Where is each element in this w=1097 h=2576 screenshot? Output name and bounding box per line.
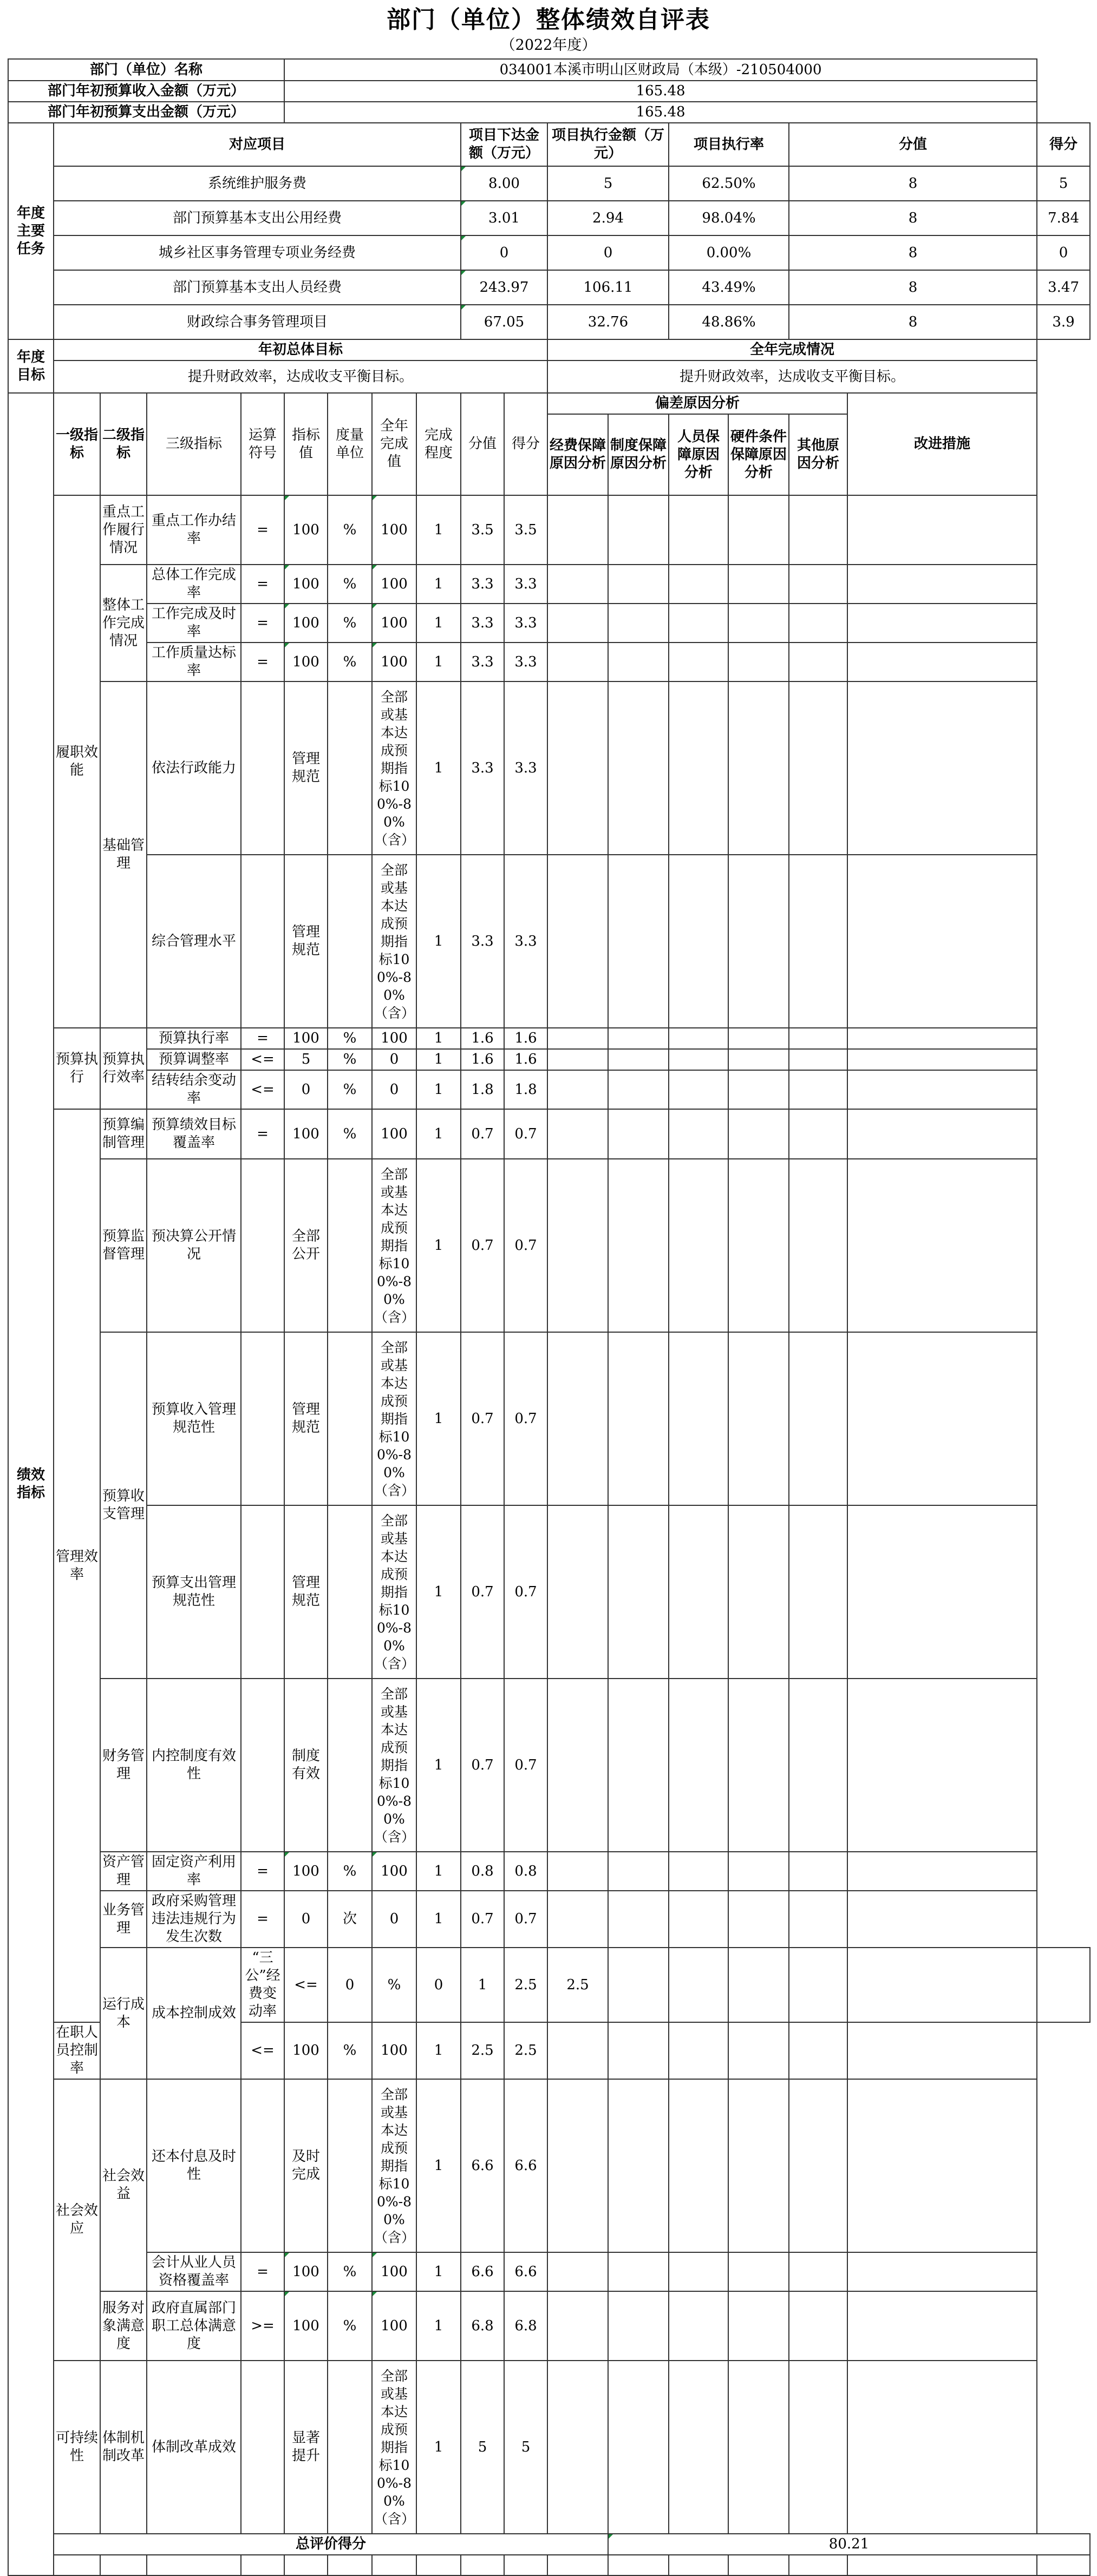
indicator-weight: 0.7 <box>461 1679 504 1852</box>
indicator-target: 管理规范 <box>284 681 328 855</box>
indicator-op: = <box>241 1109 284 1159</box>
indicator-row <box>8 2361 1090 2534</box>
indicator-score: 3.3 <box>504 855 547 1028</box>
indicator-degree: 1 <box>416 1679 461 1852</box>
info-row <box>8 102 1090 123</box>
goals-plan-header: 年初总体目标 <box>54 339 547 360</box>
indicator-degree: 1 <box>416 643 461 681</box>
indicator-actual: 全部或基本达成预期指标100%-80%（含） <box>372 1679 416 1852</box>
tasks-header: 项目执行金额（万元） <box>547 123 669 166</box>
total-label: 总评价得分 <box>54 2534 608 2555</box>
page-year: （2022年度） <box>500 37 597 54</box>
indicator-score: 0.7 <box>504 1332 547 1505</box>
indicator-weight: 1.8 <box>461 1070 504 1109</box>
col-level1: 一级指标 <box>54 393 100 495</box>
col-dev-system: 制度保障原因分析 <box>608 414 669 495</box>
indicator-name: 结转结余变动率 <box>147 1070 241 1109</box>
indicator-row <box>8 1505 1090 1679</box>
indicator-name: 预算支出管理规范性 <box>147 1505 241 1679</box>
indicator-degree: 1 <box>416 2079 461 2252</box>
indicator-degree: 1 <box>416 604 461 643</box>
indicator-target: 管理规范 <box>284 855 328 1028</box>
goals-header-row <box>8 339 1090 360</box>
task-rate: 62.50% <box>669 166 789 201</box>
indicator-score: 0.7 <box>504 1505 547 1679</box>
indicator-actual: 全部或基本达成预期指标100%-80%（含） <box>372 1505 416 1679</box>
indicator-op: = <box>241 2252 284 2291</box>
indicator-op: = <box>241 565 284 604</box>
indicator-score: 6.6 <box>504 2252 547 2291</box>
col-score: 得分 <box>504 393 547 495</box>
indicator-target: 100 <box>284 1109 328 1159</box>
info-value: 034001本溪市明山区财政局（本级）-210504000 <box>284 59 1037 81</box>
info-label: 部门（单位）名称 <box>8 59 284 81</box>
indicator-weight: 3.3 <box>461 681 504 855</box>
indicator-name: 综合管理水平 <box>147 855 241 1028</box>
indicator-name: 固定资产利用率 <box>147 1852 241 1891</box>
section-label-tasks: 年度主要任务 <box>8 123 54 339</box>
indicator-target: 100 <box>284 1028 328 1049</box>
level2-cell: 业务管理 <box>100 1891 147 1948</box>
task-score: 7.84 <box>1037 201 1090 235</box>
level2-cell: 预算执行效率 <box>100 1028 147 1109</box>
task-budget: 8.00 <box>461 166 547 201</box>
indicator-weight: 3.3 <box>461 565 504 604</box>
indicator-row <box>8 1049 1090 1070</box>
task-budget: 0 <box>461 235 547 270</box>
indicator-unit: % <box>328 495 372 565</box>
indicator-weight: 3.3 <box>461 604 504 643</box>
indicator-unit: % <box>328 1049 372 1070</box>
info-value: 165.48 <box>284 81 1037 102</box>
blank-row <box>8 2555 1090 2575</box>
indicator-actual: 0 <box>372 1049 416 1070</box>
indicator-actual: 0 <box>372 1891 416 1948</box>
task-budget: 243.97 <box>461 270 547 305</box>
indicator-target: 及时完成 <box>284 2079 328 2252</box>
task-weight: 8 <box>789 201 1037 235</box>
indicator-actual: 全部或基本达成预期指标100%-80%（含） <box>372 681 416 855</box>
task-name: 部门预算基本支出人员经费 <box>54 270 461 305</box>
indicator-score: 2.5 <box>504 2022 547 2079</box>
indicator-unit: % <box>328 565 372 604</box>
indicator-op: = <box>241 643 284 681</box>
task-executed: 2.94 <box>547 201 669 235</box>
indicator-target: 100 <box>284 2291 328 2361</box>
level2-cell: 预算收支管理 <box>100 1332 147 1679</box>
level1-cell: 管理效率 <box>54 1109 100 2022</box>
task-name: 部门预算基本支出公用经费 <box>54 201 461 235</box>
indicator-name: 体制改革成效 <box>147 2361 241 2534</box>
indicator-row <box>8 2291 1090 2361</box>
indicator-op: <= <box>241 1049 284 1070</box>
indicator-target: 100 <box>284 565 328 604</box>
task-executed: 32.76 <box>547 305 669 339</box>
task-rate: 98.04% <box>669 201 789 235</box>
indicator-degree: 1 <box>416 1049 461 1070</box>
indicator-op: = <box>241 1852 284 1891</box>
indicator-op: = <box>241 1891 284 1948</box>
tasks-header: 得分 <box>1037 123 1090 166</box>
indicator-target: 0 <box>328 1948 372 2022</box>
indicator-weight: 3.3 <box>461 643 504 681</box>
goals-plan-text: 提升财政效率，达成收支平衡目标。 <box>54 360 547 393</box>
indicator-weight: 0.7 <box>461 1109 504 1159</box>
indicator-degree: 1 <box>416 1891 461 1948</box>
indicator-score: 0.7 <box>504 1109 547 1159</box>
task-score: 3.9 <box>1037 305 1090 339</box>
indicator-score: 3.3 <box>504 681 547 855</box>
indicator-actual: 100 <box>372 643 416 681</box>
level1-cell: 履职效能 <box>54 495 100 1028</box>
indicator-score: 1.6 <box>504 1049 547 1070</box>
indicator-degree: 1 <box>416 1159 461 1332</box>
indicator-weight: 6.8 <box>461 2291 504 2361</box>
section-label-indicators: 绩效指标 <box>8 393 54 2575</box>
level2-cell: 预算编制管理 <box>100 1109 147 1159</box>
task-weight: 8 <box>789 235 1037 270</box>
indicator-degree: 1 <box>416 2291 461 2361</box>
indicator-score: 6.6 <box>504 2079 547 2252</box>
level2-cell: 资产管理 <box>100 1852 147 1891</box>
indicator-name: 预算执行率 <box>147 1028 241 1049</box>
indicator-target: 100 <box>284 495 328 565</box>
indicator-row <box>8 855 1090 1028</box>
info-label: 部门年初预算支出金额（万元） <box>8 102 284 123</box>
tasks-header: 对应项目 <box>54 123 461 166</box>
task-row <box>8 270 1090 305</box>
indicator-row <box>8 565 1090 604</box>
indicator-actual: 100 <box>372 1852 416 1891</box>
col-degree: 完成程度 <box>416 393 461 495</box>
indicator-score: 0.7 <box>504 1159 547 1332</box>
task-name: 系统维护服务费 <box>54 166 461 201</box>
indicator-actual: 100 <box>372 604 416 643</box>
task-rate: 43.49% <box>669 270 789 305</box>
indicator-actual: 100 <box>372 2252 416 2291</box>
indicator-score: 3.3 <box>504 565 547 604</box>
indicator-weight: 6.6 <box>461 2079 504 2252</box>
indicator-degree: 1 <box>416 855 461 1028</box>
indicator-name: 预决算公开情况 <box>147 1159 241 1332</box>
indicator-unit: % <box>328 2291 372 2361</box>
indicator-target: 100 <box>284 1852 328 1891</box>
task-executed: 0 <box>547 235 669 270</box>
indicator-score: 3.5 <box>504 495 547 565</box>
indicator-actual: 100 <box>372 2291 416 2361</box>
info-value: 165.48 <box>284 102 1037 123</box>
indicator-op: = <box>241 495 284 565</box>
indicator-row <box>8 1070 1090 1109</box>
indicator-degree: 1 <box>416 1109 461 1159</box>
indicator-score: 1.6 <box>504 1028 547 1049</box>
indicator-op: >= <box>241 2291 284 2361</box>
tasks-header-row <box>8 123 1090 166</box>
indicator-actual: 0 <box>416 1948 461 2022</box>
task-rate: 0.00% <box>669 235 789 270</box>
task-budget: 3.01 <box>461 201 547 235</box>
indicator-name: 工作质量达标率 <box>147 643 241 681</box>
indicator-degree: 1 <box>416 1852 461 1891</box>
indicator-row <box>8 1852 1090 1891</box>
indicator-degree: 1 <box>416 1070 461 1109</box>
indicator-weight: 5 <box>461 2361 504 2534</box>
indicator-score: 5 <box>504 2361 547 2534</box>
level1-cell: 可持续性 <box>54 2361 100 2534</box>
task-budget: 67.05 <box>461 305 547 339</box>
indicator-score: 0.8 <box>504 1852 547 1891</box>
goals-done-header: 全年完成情况 <box>547 339 1037 360</box>
indicator-row <box>8 2079 1090 2252</box>
indicator-target: 0 <box>284 1891 328 1948</box>
level1-cell: 社会效应 <box>54 2079 100 2361</box>
indicator-unit: % <box>328 604 372 643</box>
indicator-unit: % <box>372 1948 416 2022</box>
col-unit: 度量单位 <box>328 393 372 495</box>
indicator-target: 5 <box>284 1049 328 1070</box>
indicator-score: 0.7 <box>504 1679 547 1852</box>
indicator-weight: 1.6 <box>461 1049 504 1070</box>
indicator-weight: 6.6 <box>461 2252 504 2291</box>
indicator-weight: 0.8 <box>461 1852 504 1891</box>
indicator-row <box>8 681 1090 855</box>
indicator-row <box>8 1109 1090 1159</box>
indicator-weight: 1.6 <box>461 1028 504 1049</box>
indicator-actual: 全部或基本达成预期指标100%-80%（含） <box>372 2079 416 2252</box>
task-row <box>8 166 1090 201</box>
indicator-actual: 全部或基本达成预期指标100%-80%（含） <box>372 855 416 1028</box>
indicator-target: 管理规范 <box>284 1505 328 1679</box>
total-value: 80.21 <box>608 2534 1090 2555</box>
col-dev-staff: 人员保障原因分析 <box>669 414 728 495</box>
indicator-score: 3.3 <box>504 604 547 643</box>
indicator-target: 100 <box>284 2252 328 2291</box>
col-dev-funding: 经费保障原因分析 <box>547 414 608 495</box>
indicator-op: = <box>241 1028 284 1049</box>
indicator-weight: 0.7 <box>461 1332 504 1505</box>
col-actual: 全年完成值 <box>372 393 416 495</box>
indicator-unit: % <box>328 2022 372 2079</box>
indicator-name: 还本付息及时性 <box>147 2079 241 2252</box>
task-row <box>8 201 1090 235</box>
col-level2: 二级指标 <box>100 393 147 495</box>
indicator-degree: 1 <box>461 1948 504 2022</box>
indicator-target: 显著提升 <box>284 2361 328 2534</box>
indicator-name: 工作完成及时率 <box>147 604 241 643</box>
indicator-degree: 1 <box>416 565 461 604</box>
indicator-weight: 0.7 <box>461 1159 504 1332</box>
indicator-name: 预算绩效目标覆盖率 <box>147 1109 241 1159</box>
indicator-row <box>8 1028 1090 1049</box>
task-executed: 106.11 <box>547 270 669 305</box>
indicator-actual: 100 <box>372 1109 416 1159</box>
indicator-row <box>8 1332 1090 1505</box>
indicator-degree: 1 <box>416 1332 461 1505</box>
info-row <box>8 59 1090 81</box>
indicator-degree: 1 <box>416 681 461 855</box>
indicator-weight: 0.7 <box>461 1505 504 1679</box>
indicator-header-row <box>8 393 1090 414</box>
indicator-actual: 100 <box>372 2022 416 2079</box>
goals-row <box>8 360 1090 393</box>
indicator-actual: 全部或基本达成预期指标100%-80%（含） <box>372 2361 416 2534</box>
level2-cell: 整体工作完成情况 <box>100 565 147 681</box>
task-name: 城乡社区事务管理专项业务经费 <box>54 235 461 270</box>
level2-cell: 基础管理 <box>100 681 147 1028</box>
indicator-score: 6.8 <box>504 2291 547 2361</box>
col-op: 运算符号 <box>241 393 284 495</box>
col-measures: 改进措施 <box>847 393 1037 495</box>
indicator-name: 政府直属部门职工总体满意度 <box>147 2291 241 2361</box>
indicator-actual: 0 <box>372 1070 416 1109</box>
goals-done-text: 提升财政效率，达成收支平衡目标。 <box>547 360 1037 393</box>
indicator-name: 预算调整率 <box>147 1049 241 1070</box>
indicator-weight: 2.5 <box>461 2022 504 2079</box>
indicator-name: 总体工作完成率 <box>147 565 241 604</box>
indicator-target: 制度有效 <box>284 1679 328 1852</box>
col-target: 指标值 <box>284 393 328 495</box>
indicator-degree: 1 <box>416 2361 461 2534</box>
indicator-degree: 1 <box>416 1028 461 1049</box>
indicator-row <box>8 1891 1090 1948</box>
indicator-weight: 2.5 <box>504 1948 547 2022</box>
indicator-target: 100 <box>284 643 328 681</box>
task-rate: 48.86% <box>669 305 789 339</box>
indicator-target: 100 <box>284 2022 328 2079</box>
level2-cell: 预算监督管理 <box>100 1159 147 1332</box>
indicator-row <box>8 2252 1090 2291</box>
task-row <box>8 235 1090 270</box>
evaluation-table <box>8 58 1091 2576</box>
indicator-degree: 1 <box>416 1505 461 1679</box>
col-dev-other: 其他原因分析 <box>789 414 847 495</box>
level2-cell: 成本控制成效 <box>147 1948 241 2079</box>
col-level3: 三级指标 <box>147 393 241 495</box>
indicator-actual: 全部或基本达成预期指标100%-80%（含） <box>372 1159 416 1332</box>
tasks-header: 项目执行率 <box>669 123 789 166</box>
indicator-degree: 1 <box>416 2252 461 2291</box>
indicator-row <box>8 495 1090 565</box>
indicator-target: 0 <box>284 1070 328 1109</box>
indicator-row <box>8 604 1090 643</box>
indicator-op: <= <box>241 2022 284 2079</box>
task-weight: 8 <box>789 270 1037 305</box>
level2-cell: 重点工作履行情况 <box>100 495 147 565</box>
task-executed: 5 <box>547 166 669 201</box>
indicator-degree: 1 <box>416 2022 461 2079</box>
task-score: 5 <box>1037 166 1090 201</box>
indicator-unit: % <box>328 1028 372 1049</box>
level1-cell: 预算执行 <box>54 1028 100 1109</box>
indicator-unit: % <box>328 2252 372 2291</box>
indicator-op: <= <box>284 1948 328 2022</box>
indicator-row <box>8 643 1090 681</box>
indicator-name: 依法行政能力 <box>147 681 241 855</box>
indicator-name: 预算收入管理规范性 <box>147 1332 241 1505</box>
task-name: 财政综合事务管理项目 <box>54 305 461 339</box>
indicator-unit: % <box>328 1109 372 1159</box>
task-weight: 8 <box>789 166 1037 201</box>
level2-cell: 财务管理 <box>100 1679 147 1852</box>
indicator-actual: 全部或基本达成预期指标100%-80%（含） <box>372 1332 416 1505</box>
indicator-target: 全部公开 <box>284 1159 328 1332</box>
info-label: 部门年初预算收入金额（万元） <box>8 81 284 102</box>
indicator-degree: 1 <box>416 495 461 565</box>
indicator-name: 会计从业人员资格覆盖率 <box>147 2252 241 2291</box>
indicator-target: 管理规范 <box>284 1332 328 1505</box>
col-weight: 分值 <box>461 393 504 495</box>
indicator-weight: 3.3 <box>461 855 504 1028</box>
indicator-actual: 100 <box>372 565 416 604</box>
task-row <box>8 305 1090 339</box>
indicator-op: <= <box>241 1070 284 1109</box>
col-dev-hardware: 硬件条件保障原因分析 <box>728 414 789 495</box>
level2-cell: 服务对象满意度 <box>100 2291 147 2361</box>
indicator-score: 0.7 <box>504 1891 547 1948</box>
indicator-name: “三公”经费变动率 <box>241 1948 284 2022</box>
tasks-header: 分值 <box>789 123 1037 166</box>
indicator-score: 2.5 <box>547 1948 608 2022</box>
info-row <box>8 81 1090 102</box>
level1-cell: 运行成本 <box>100 1948 147 2079</box>
task-score: 3.47 <box>1037 270 1090 305</box>
indicator-score: 3.3 <box>504 643 547 681</box>
indicator-name: 政府采购管理违法违规行为发生次数 <box>147 1891 241 1948</box>
indicator-row <box>8 1159 1090 1332</box>
indicator-weight: 0.7 <box>461 1891 504 1948</box>
indicator-actual: 100 <box>372 495 416 565</box>
task-weight: 8 <box>789 305 1037 339</box>
indicator-unit: % <box>328 1852 372 1891</box>
indicator-unit: % <box>328 1070 372 1109</box>
indicator-target: 100 <box>284 604 328 643</box>
indicator-row <box>8 1948 1090 2022</box>
total-row <box>8 2534 1090 2555</box>
indicator-op: = <box>241 604 284 643</box>
indicator-unit: 次 <box>328 1891 372 1948</box>
indicator-row <box>8 1679 1090 1852</box>
page-title: 部门（单位）整体绩效自评表 <box>387 6 710 34</box>
task-score: 0 <box>1037 235 1090 270</box>
indicator-name: 内控制度有效性 <box>147 1679 241 1852</box>
level2-cell: 社会效益 <box>100 2079 147 2291</box>
level2-cell: 体制机制改革 <box>100 2361 147 2534</box>
indicator-unit: % <box>328 643 372 681</box>
indicator-name: 在职人员控制率 <box>54 2022 100 2079</box>
indicator-weight: 3.5 <box>461 495 504 565</box>
indicator-name: 重点工作办结率 <box>147 495 241 565</box>
tasks-header: 项目下达金额（万元） <box>461 123 547 166</box>
indicator-actual: 100 <box>372 1028 416 1049</box>
section-label-goals: 年度目标 <box>8 339 54 393</box>
col-deviation: 偏差原因分析 <box>547 393 847 414</box>
indicator-score: 1.8 <box>504 1070 547 1109</box>
